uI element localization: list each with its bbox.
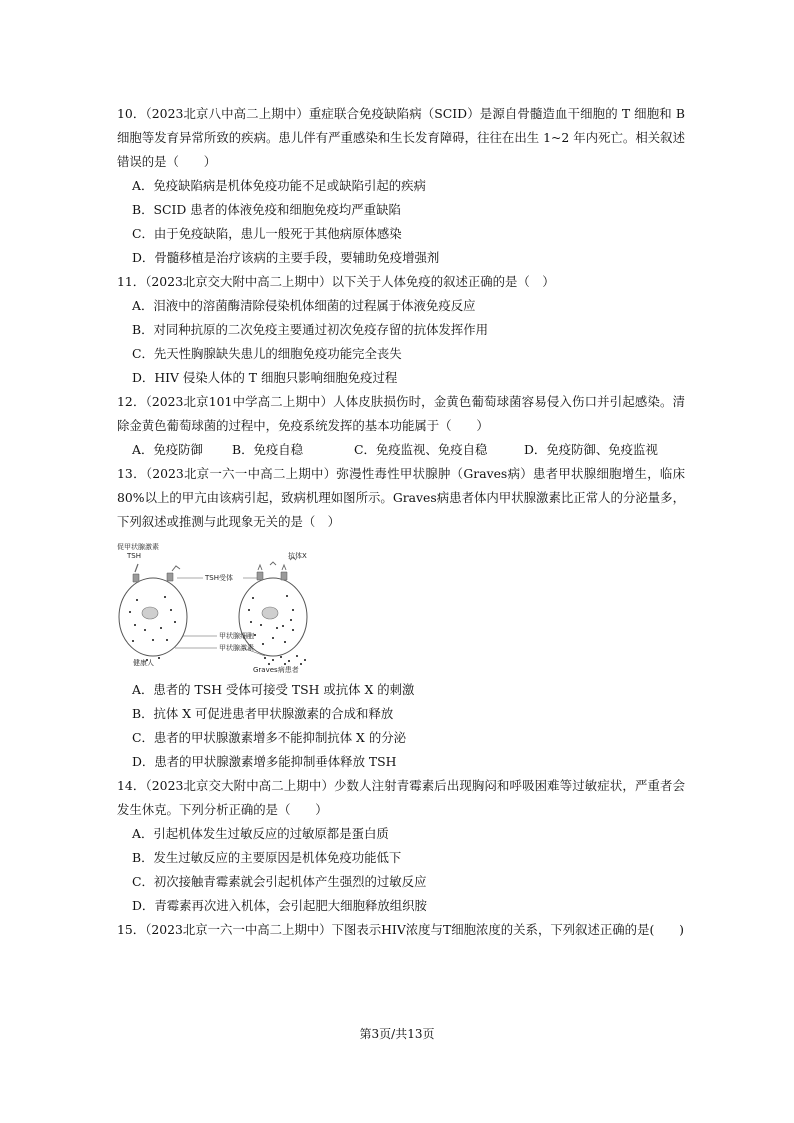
question-13-option-c: C．患者的甲状腺激素增多不能抑制抗体 X 的分泌 bbox=[132, 730, 406, 745]
question-13-option-b: B．抗体 X 可促进患者甲状腺激素的合成和释放 bbox=[132, 706, 394, 721]
figure-label-antibody-x: 抗体X bbox=[288, 552, 307, 560]
question-14-option-c: C．初次接触青霉素就会引起机体产生强烈的过敏反应 bbox=[132, 874, 427, 889]
question-14-stem: 14．（2023北京交大附中高二上期中）少数人注射青霉素后出现胸闷和呼吸困难等过敏症状，严重者会发生休克。下列分析正确的是（ ） bbox=[117, 778, 685, 817]
figure-label-healthy: 健康人 bbox=[133, 659, 154, 667]
graves-mechanism-figure bbox=[115, 540, 315, 675]
question-13-option-d: D．患者的甲状腺激素增多能抑制垂体释放 TSH bbox=[132, 754, 397, 769]
question-13-option-a: A．患者的 TSH 受体可接受 TSH 或抗体 X 的刺激 bbox=[132, 682, 415, 697]
question-11-option-a: A．泪液中的溶菌酶清除侵染机体细菌的过程属于体液免疫反应 bbox=[132, 298, 476, 313]
question-10-option-d: D．骨髓移植是治疗该病的主要手段，要辅助免疫增强剂 bbox=[132, 250, 440, 265]
question-14-option-d: D．青霉素再次进入机体，会引起肥大细胞释放组织胺 bbox=[132, 898, 427, 913]
question-11-option-b: B．对同种抗原的二次免疫主要通过初次免疫存留的抗体发挥作用 bbox=[132, 322, 489, 337]
figure-label-tsh-receptor: TSH受体 bbox=[205, 574, 233, 582]
question-12-option-b: B．免疫自稳 bbox=[232, 442, 304, 457]
question-11-stem: 11．（2023北京交大附中高二上期中）以下关于人体免疫的叙述正确的是（ ） bbox=[117, 274, 555, 289]
page-number: 第3页/共13页 bbox=[359, 1027, 435, 1041]
figure-label-graves: Graves病患者 bbox=[253, 666, 299, 674]
question-12-option-c: C．免疫监视、免疫自稳 bbox=[354, 442, 488, 457]
question-11-option-d: D．HIV 侵染人体的 T 细胞只影响细胞免疫过程 bbox=[132, 370, 398, 385]
question-14-option-b: B．发生过敏反应的主要原因是机体免疫功能低下 bbox=[132, 850, 402, 865]
question-15-stem: 15．（2023北京一六一中高二上期中）下图表示HIV浓度与T细胞浓度的关系，下列叙述正确的是( ) bbox=[117, 922, 684, 937]
figure-label-tsh: TSH bbox=[127, 552, 141, 560]
figure-label-tsh-hormone: 促甲状腺激素 bbox=[117, 543, 159, 551]
question-10-option-c: C．由于免疫缺陷，患儿一般死于其他病原体感染 bbox=[132, 226, 402, 241]
figure-label-thyroid-cell: 甲状腺细胞 bbox=[219, 632, 254, 640]
question-12-option-d: D．免疫防御、免疫监视 bbox=[524, 442, 658, 457]
figure-label-thyroid-hormone: 甲状腺激素 bbox=[219, 644, 254, 652]
question-14-option-a: A．引起机体发生过敏反应的过敏原都是蛋白质 bbox=[132, 826, 389, 841]
question-12-stem: 12．（2023北京101中学高二上期中）人体皮肤损伤时，金黄色葡萄球菌容易侵入伤口并引起感染。清除金黄色葡萄球菌的过程中，免疫系统发挥的基本功能属于（ ） bbox=[117, 394, 685, 433]
question-10-option-a: A．免疫缺陷病是机体免疫功能不足或缺陷引起的疾病 bbox=[132, 178, 426, 193]
question-12-option-a: A．免疫防御 bbox=[132, 442, 203, 457]
question-11-option-c: C．先天性胸腺缺失患儿的细胞免疫功能完全丧失 bbox=[132, 346, 402, 361]
question-10-option-b: B．SCID 患者的体液免疫和细胞免疫均严重缺陷 bbox=[132, 202, 401, 217]
question-12-options bbox=[132, 438, 692, 462]
question-10-stem: 10．（2023北京八中高二上期中）重症联合免疫缺陷病（SCID）是源自骨髓造血干细胞的 T 细胞和 B 细胞等发育异常所致的疾病。患儿伴有严重感染和生长发育障碍，往往在出生 1~2 年内死亡。相关叙述错误的是（ ） bbox=[117, 106, 685, 169]
question-13-stem: 13．（2023北京一六一中高二上期中）弥漫性毒性甲状腺肿（Graves病）患者甲状腺细胞增生，临床 80%以上的甲亢由该病引起，致病机理如图所示。Graves病患者体内甲状腺激素比正常人的分泌量多，下列叙述或推测与此现象无关的是（ ） bbox=[117, 466, 685, 529]
